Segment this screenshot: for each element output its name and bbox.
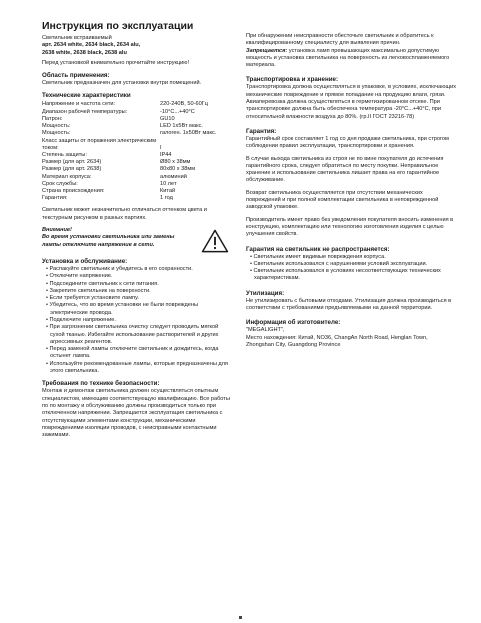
specs-row: Срок службы: 10 лет — [42, 180, 177, 187]
list-item: • Если требуется установите лампу. — [42, 295, 230, 302]
specs-row: Размер (для арт. 2634) Ø80 х 38мм — [42, 159, 191, 166]
specs-heading: Технические характеристики — [42, 92, 131, 100]
specs-row: Страна происхождения: Китай — [42, 187, 176, 194]
guarantee-p4: Производитель имеет право без уведомления покупателя вносить изменения в конструкцию, комплектацию или технологию изготовления изделия с целью улучшения свойств. — [246, 216, 454, 238]
disposal-text: Не утилизировать с бытовыми отходами. Утилизация должна производиться в соответствии с требованиями предъявляемыми на данной территории. — [246, 297, 452, 312]
list-item: • Перед заменой лампы отключите светильник и дождитесь, когда остынет лампа. — [42, 346, 230, 361]
manufacturer-heading: Информация об изготовителе: — [246, 319, 341, 327]
forbidden-paragraph — [246, 48, 456, 70]
installation-heading: Установка и обслуживание: — [42, 257, 128, 265]
list-item: • Светильник имеет видимые повреждения корпуса. — [246, 254, 456, 261]
list-item: • Светильник использовался с нарушениями условий эксплуатации. — [246, 261, 456, 268]
specs-row: Материал корпуса: алюминий — [42, 173, 187, 180]
specs-row: Размер (для арт. 2638) 80х80 х 38мм — [42, 166, 196, 173]
list-item: • Убедитесь, что во время установки не были повреждены электрические провода. — [42, 302, 230, 317]
transport-heading: Транспортировка и хранение: — [246, 76, 339, 84]
list-item: • Закрепите светильник на поверхности. — [42, 288, 230, 295]
list-item: • Светильник использовался в условиях несоответствующих технических характеристикам. — [246, 268, 456, 283]
specs-row: Диапазон рабочей температуры: -10°С...+40°С — [42, 108, 195, 115]
non-warranty-heading: Гарантия на светильник не распространяется: — [246, 245, 390, 253]
specs-row: Мощность: LED 1х5Вт макс. — [42, 123, 203, 130]
non-warranty-list — [246, 254, 456, 283]
warning-text: Во время установки светильника или замены лампы отключите напряжение в сети. — [42, 234, 175, 248]
guarantee-p2: В случае выхода светильника из строя не по вине покупателя до истечения гарантийного срока, следует обратиться по месту покупки. Неправильное хранение и использование светильника лишает права на его гарантийное обслуживание. — [246, 155, 444, 184]
list-item: • Подсоедините светильник к сети питания. — [42, 281, 230, 288]
product-articles-2: 2638 white, 2638 black, 2638 alu — [42, 49, 127, 56]
manufacturer-address: Место нахождения: Китай, NO36, ChangAn North Road, Henglan Town, Zhongshan City, Guangdong Province — [246, 334, 428, 348]
list-item: • Подключите напряжение. — [42, 317, 230, 324]
list-item: • При загрязнении светильника очистку следует проводить мягкой сухой тканью. Избегайте использование растворителей и других агрессивных реагентов. — [42, 324, 230, 346]
forbidden-text: установка ламп превышающих максимально допустимую мощность и установка светильника на поверхность из легковоспламеняемого материала. — [246, 47, 450, 69]
intro-text: Перед установкой внимательно прочитайте инструкцию! — [42, 59, 190, 66]
manufacturer-name: "MEGALIGHT", — [246, 327, 285, 334]
right-column — [246, 33, 456, 349]
specs-table — [42, 101, 216, 202]
warning-block — [42, 227, 230, 253]
specs-row: Мощность: галоген. 1х50Вт макс. — [42, 130, 217, 137]
application-text: Светильник предназначен для установки внутри помещений. — [42, 80, 202, 87]
guarantee-heading: Гарантия: — [246, 127, 277, 135]
forbidden-label: Запрещается: — [246, 47, 288, 54]
warning-triangle-icon — [200, 229, 230, 253]
page-title: Инструкция по эксплуатации — [42, 20, 194, 32]
disposal-heading: Утилизация: — [246, 289, 285, 297]
safety-text: Монтаж и демонтаж светильника должен осуществляться опытным специалистом, имеющим соответствующую квалификацию. Все работы по по монтажу и обслуживанию должны производиться только при отключенном напряжении. Запрещается эксплуатация светильника с отсутствующими элементами конструкции, механическими повреждениями изоляции проводов, с неисправными контактными зажимами. — [42, 388, 230, 439]
specs-row: Патрон: GU10 — [42, 115, 175, 122]
guarantee-p3: Возврат светильника осуществляется при отсутствии механических повреждений и при полной комплектации светильника в неповрежденной заводской упаковке. — [246, 189, 439, 211]
list-item: • Распакуйте светильник и убедитесь в его сохранности. — [42, 266, 230, 273]
installation-list — [42, 266, 230, 375]
transport-text: Транспортировка должна осуществляться в упаковке, в условиях, исключающих механические повреждение и прямое попадание на продукцию влаги, грязи. Авиаперевозка должна осуществляться в герметизированном отсеке. При транспортировке должна быть обеспечена температура -20°С...+40°С, при относительной влажности воздуха до 80%. (гр.II ГОСТ 23216-78) — [246, 84, 456, 120]
color-note: Светильник может незначительно отличаться оттенком цвета и текстурным рисунком в разных партиях. — [42, 207, 207, 221]
fault-text: При обнаружении неисправности обесточьте светильник и обратитесь к квалифицированному специалисту для выявления причин. — [246, 33, 434, 47]
product-name: Светильник встраиваемый — [42, 35, 112, 41]
list-item: • Отключите напряжение. — [42, 273, 230, 280]
specs-row: Напряжение и частота сети: 220-240В, 50-60Гц — [42, 101, 208, 108]
page-dot — [239, 616, 242, 619]
guarantee-p1: Гарантийный срок составляет 1 год со дня продажи светильника, при строгом соблюдении правил эксплуатации, транспортировки и хранения. — [246, 135, 449, 150]
specs-row: Гарантия: 1 год — [42, 195, 173, 202]
safety-heading: Требования по технике безопасности: — [42, 380, 160, 388]
product-articles-1: арт. 2634 white, 2634 black, 2634 alu, — [42, 42, 141, 49]
application-heading: Область применения: — [42, 72, 110, 80]
list-item: • Используйте рекомендованные лампы, которые предназначены для этого светильника. — [42, 361, 230, 376]
specs-row: Класс защиты от поражения электрическим током: I — [42, 137, 162, 151]
left-column — [42, 20, 230, 439]
specs-row: Степень защиты: IP44 — [42, 151, 172, 158]
warning-title: Внимание! — [42, 226, 72, 233]
